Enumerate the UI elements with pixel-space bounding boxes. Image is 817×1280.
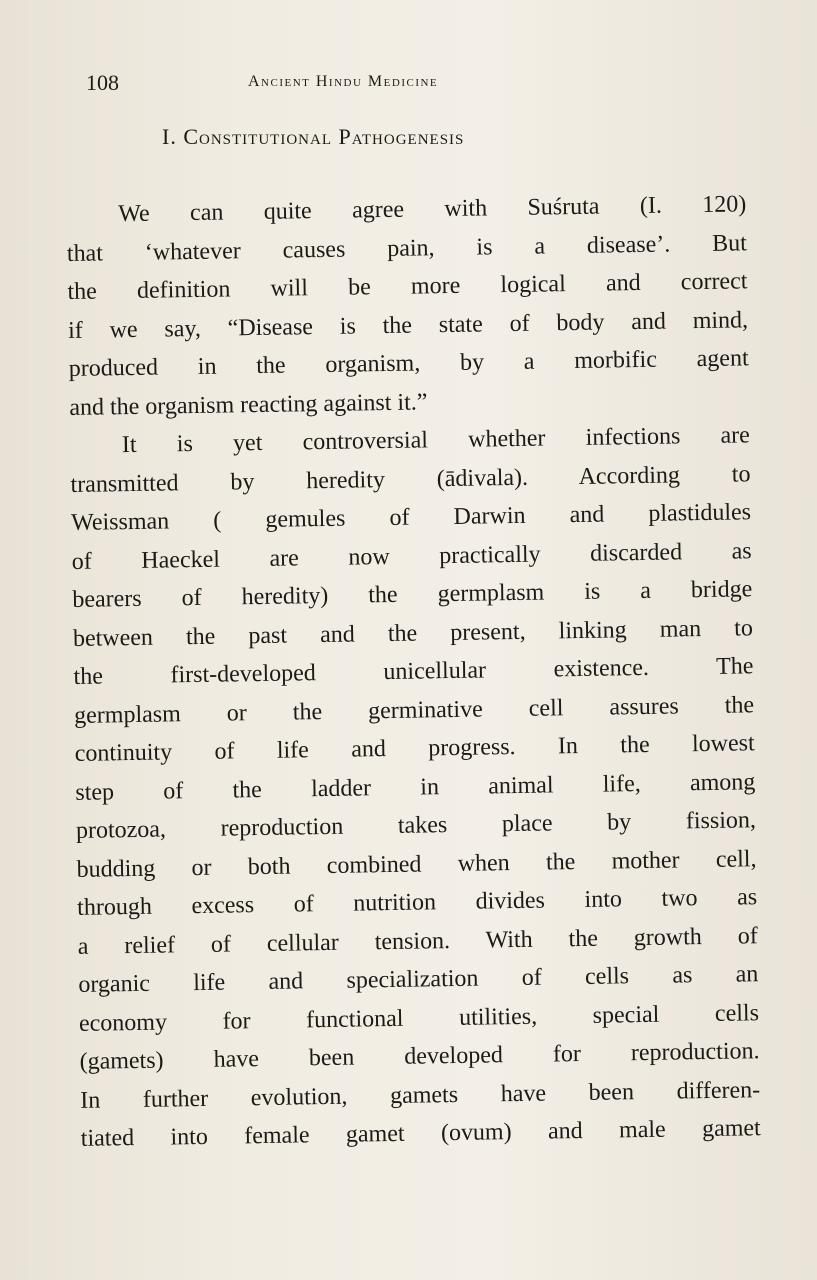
paragraph-2 (70, 416, 761, 1158)
text-line: economy for functional utilities, special cells (78, 999, 760, 1037)
text-line: germplasm or the germinative cell assures the (73, 691, 755, 729)
text-line: transmitted by heredity (ādivala). According to (70, 460, 751, 498)
text-line: We can quite agree with Suśruta (I. 120) (118, 191, 747, 228)
text-line: of Haeckel are now practically discarded as (71, 537, 752, 575)
text-line: (gamets) have been developed for reproduction. (79, 1038, 760, 1075)
running-head (86, 70, 766, 104)
text-line: the first-developed unicellular existence. The (73, 653, 754, 690)
text-line: between the past and the present, linking man to (72, 614, 754, 652)
text-line: through excess of nutrition divides into two as (76, 884, 758, 921)
text-line: a relief of cellular tension. With the growth of (77, 922, 758, 960)
text-line: the definition will be more logical and correct (67, 268, 748, 305)
text-line: produced in the organism, by a morbific agent (68, 345, 749, 382)
text-line: budding or both combined when the mother cell, (76, 845, 757, 883)
text-line: In further evolution, gamets have been differen- (80, 1076, 761, 1114)
text-line: continuity of life and progress. In the lowest (74, 730, 755, 767)
text-line: step of the ladder in animal life, among (75, 768, 756, 806)
text-line: organic life and specialization of cells as an (78, 961, 759, 998)
text-line: Weissman ( gemules of Darwin and plastidules (70, 499, 752, 536)
text-line: It is yet controversial whether infections are (121, 422, 751, 459)
book-title: Ancient Hindu Medicine (248, 73, 439, 90)
text-line: if we say, “Disease is the state of body and mind, (67, 306, 749, 344)
paragraph-1 (66, 185, 750, 427)
body-text (66, 185, 761, 1158)
section-heading: I. Constitutional Pathogenesis (162, 124, 465, 149)
page-number: 108 (86, 70, 119, 95)
text-line: protozoa, reproduction takes place by fission, (75, 807, 757, 844)
text-line: that ‘whatever causes pain, is a disease’. But (66, 229, 748, 267)
text-line: tiated into female gamet (ovum) and male gamet (80, 1115, 761, 1152)
text-line: and the organism reacting against it.” (69, 388, 428, 421)
text-line: bearers of heredity) the germplasm is a bridge (72, 576, 753, 613)
